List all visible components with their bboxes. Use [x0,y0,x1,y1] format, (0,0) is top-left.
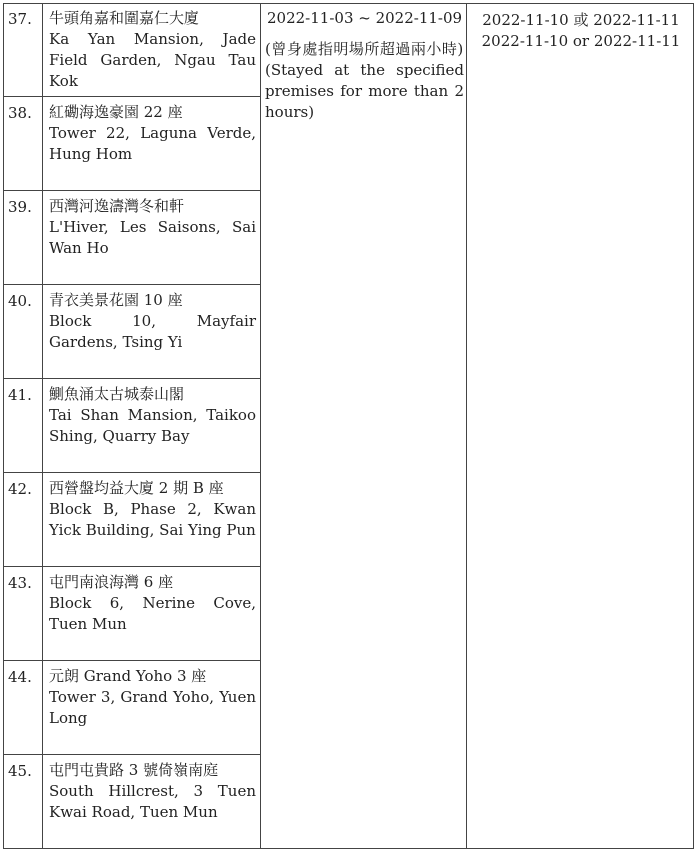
column-divider-location [260,4,261,848]
location-name-zh: 西灣河逸濤灣冬和軒 [49,197,185,215]
location-name-zh: 元朗 Grand Yoho 3 座 [49,667,207,685]
row-divider [4,190,260,191]
row-number: 39. [8,198,32,216]
visit-dates-cell [265,8,464,123]
row-number: 41. [8,386,32,404]
location-cell [49,196,256,259]
visit-note-en: (Stayed at the specified premises for more than 2 hours) [265,61,464,121]
location-name-en: Ka Yan Mansion, Jade Field Garden, Ngau Tau Kok [49,30,256,90]
location-name-en: South Hillcrest, 3 Tuen Kwai Road, Tuen Mun [49,782,256,821]
row-divider [4,472,260,473]
location-name-zh: 紅磡海逸豪園 22 座 [49,103,183,121]
row-number: 45. [8,762,32,780]
location-name-en: L'Hiver, Les Saisons, Sai Wan Ho [49,218,256,257]
location-name-zh: 西營盤均益大廈 2 期 B 座 [49,479,224,497]
row-divider [4,96,260,97]
row-divider [4,754,260,755]
location-name-en: Tower 3, Grand Yoho, Yuen Long [49,688,256,727]
location-name-zh: 牛頭角嘉和圍嘉仁大廈 [49,9,200,27]
row-number: 38. [8,104,32,122]
row-divider [4,284,260,285]
location-cell [49,290,256,353]
test-dates-zh: 2022-11-10 或 2022-11-11 [482,11,680,29]
column-divider-dates [466,4,467,848]
test-dates-en: 2022-11-10 or 2022-11-11 [481,32,681,50]
location-name-en: Tai Shan Mansion, Taikoo Shing, Quarry Bay [49,406,256,445]
location-cell [49,102,256,165]
row-number: 37. [8,10,32,28]
test-dates-cell [472,10,690,52]
location-name-en: Block B, Phase 2, Kwan Yick Building, Sai Ying Pun [49,500,256,539]
location-name-en: Block 6, Nerine Cove, Tuen Mun [49,594,256,633]
location-cell [49,384,256,447]
location-name-en: Block 10, Mayfair Gardens, Tsing Yi [49,312,256,351]
row-divider [4,378,260,379]
location-name-zh: 屯門屯貴路 3 號倚嶺南庭 [49,761,219,779]
location-cell [49,760,256,823]
location-cell [49,8,256,92]
location-cell [49,666,256,729]
row-number: 44. [8,668,32,686]
location-cell [49,478,256,541]
location-name-en: Tower 22, Laguna Verde, Hung Hom [49,124,256,163]
row-number: 43. [8,574,32,592]
location-name-zh: 屯門南浪海灣 6 座 [49,573,174,591]
location-name-zh: 青衣美景花園 10 座 [49,291,183,309]
row-divider [4,566,260,567]
row-divider [4,660,260,661]
row-number: 42. [8,480,32,498]
visit-note-zh: (曾身處指明場所超過兩小時) [265,40,464,58]
visit-date-range: 2022-11-03 ~ 2022-11-09 [267,9,463,27]
location-cell [49,572,256,635]
row-number: 40. [8,292,32,310]
specified-premises-table [3,3,694,849]
location-name-zh: 鰂魚涌太古城泰山閣 [49,385,185,403]
column-divider-number [42,4,43,848]
